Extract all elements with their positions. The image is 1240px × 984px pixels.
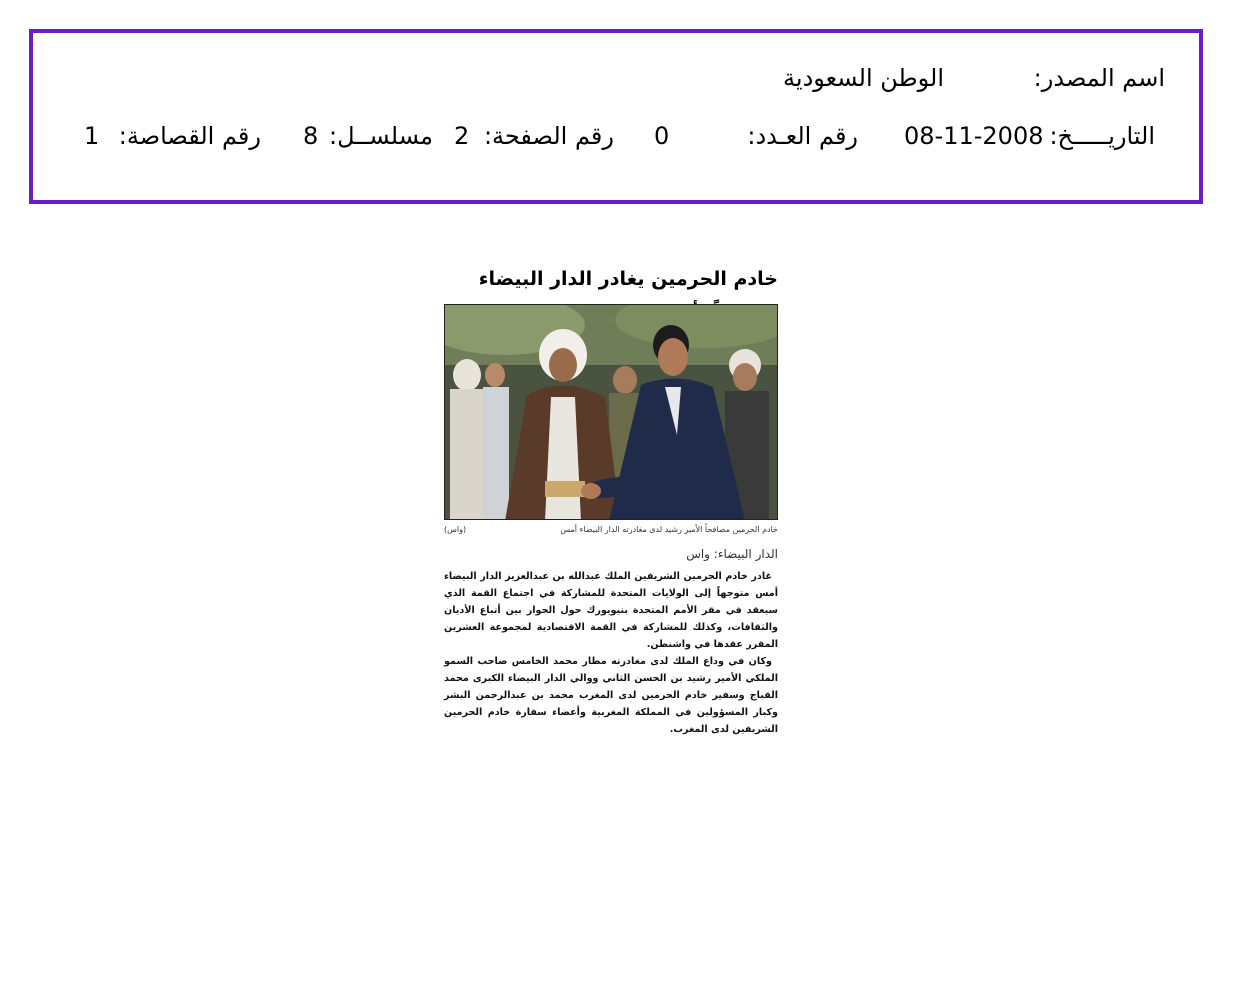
- issue-value: 0: [654, 122, 670, 150]
- article-paragraph: غادر خادم الحرمين الشريفين الملك عبدالله بن عبدالعزيز الدار البيضاء أمس متوجهاً إلى الولايات المتحدة للمشاركة في اجتماع القمة الذي سيعقد في مقر الأمم المتحدة بنيويورك حول الحوار بين أتباع الأديان والثقافات، وكذلك للمشاركة في القمة الاقتصادية لمجموعة العشرين المقرر عقدها في واشنطن.: [444, 571, 778, 650]
- article-paragraph: وكان في وداع الملك لدى مغادرته مطار محمد الخامس صاحب السمو الملكي الأمير رشيد بن الحسن الثاني ووالي الدار البيضاء الكبرى محمد القباج وسفير خادم الحرمين لدى المغرب محمد بن عبدالرحمن البشر وكبار المسؤولين في المملكة المغربية وأعضاء سفارة خادم الحرمين الشريفين لدى المغرب.: [444, 656, 778, 735]
- issue-label: رقم العـدد:: [747, 122, 858, 150]
- serial-value: 8: [303, 122, 319, 150]
- article-headline: خادم الحرمين يغادر الدار البيضاء: [478, 268, 778, 290]
- photo-caption: خادم الحرمين مصافحاً الأمير رشيد لدى مغادرته الدار البيضاء أمس: [560, 525, 778, 534]
- clip-label: رقم القصاصة:: [118, 122, 261, 150]
- news-article: [444, 262, 780, 735]
- article-photo-illustration: [445, 305, 778, 520]
- date-label: التاريـــــخ:: [1049, 122, 1155, 150]
- source-label: اسم المصدر:: [1033, 64, 1165, 92]
- photo-credit: (واس): [444, 525, 467, 534]
- article-dateline: الدار البيضاء: واس: [686, 547, 778, 561]
- serial-label: مسلســل:: [329, 122, 433, 150]
- date-value: 08-11-2008: [904, 122, 1044, 150]
- article-body: [444, 568, 778, 738]
- page-value: 2: [454, 122, 470, 150]
- page-label: رقم الصفحة:: [483, 122, 614, 150]
- clipping-header-box: [29, 29, 1203, 204]
- clip-value: 1: [84, 122, 100, 150]
- article-photo: [444, 304, 778, 520]
- source-value: الوطن السعودية: [783, 64, 944, 92]
